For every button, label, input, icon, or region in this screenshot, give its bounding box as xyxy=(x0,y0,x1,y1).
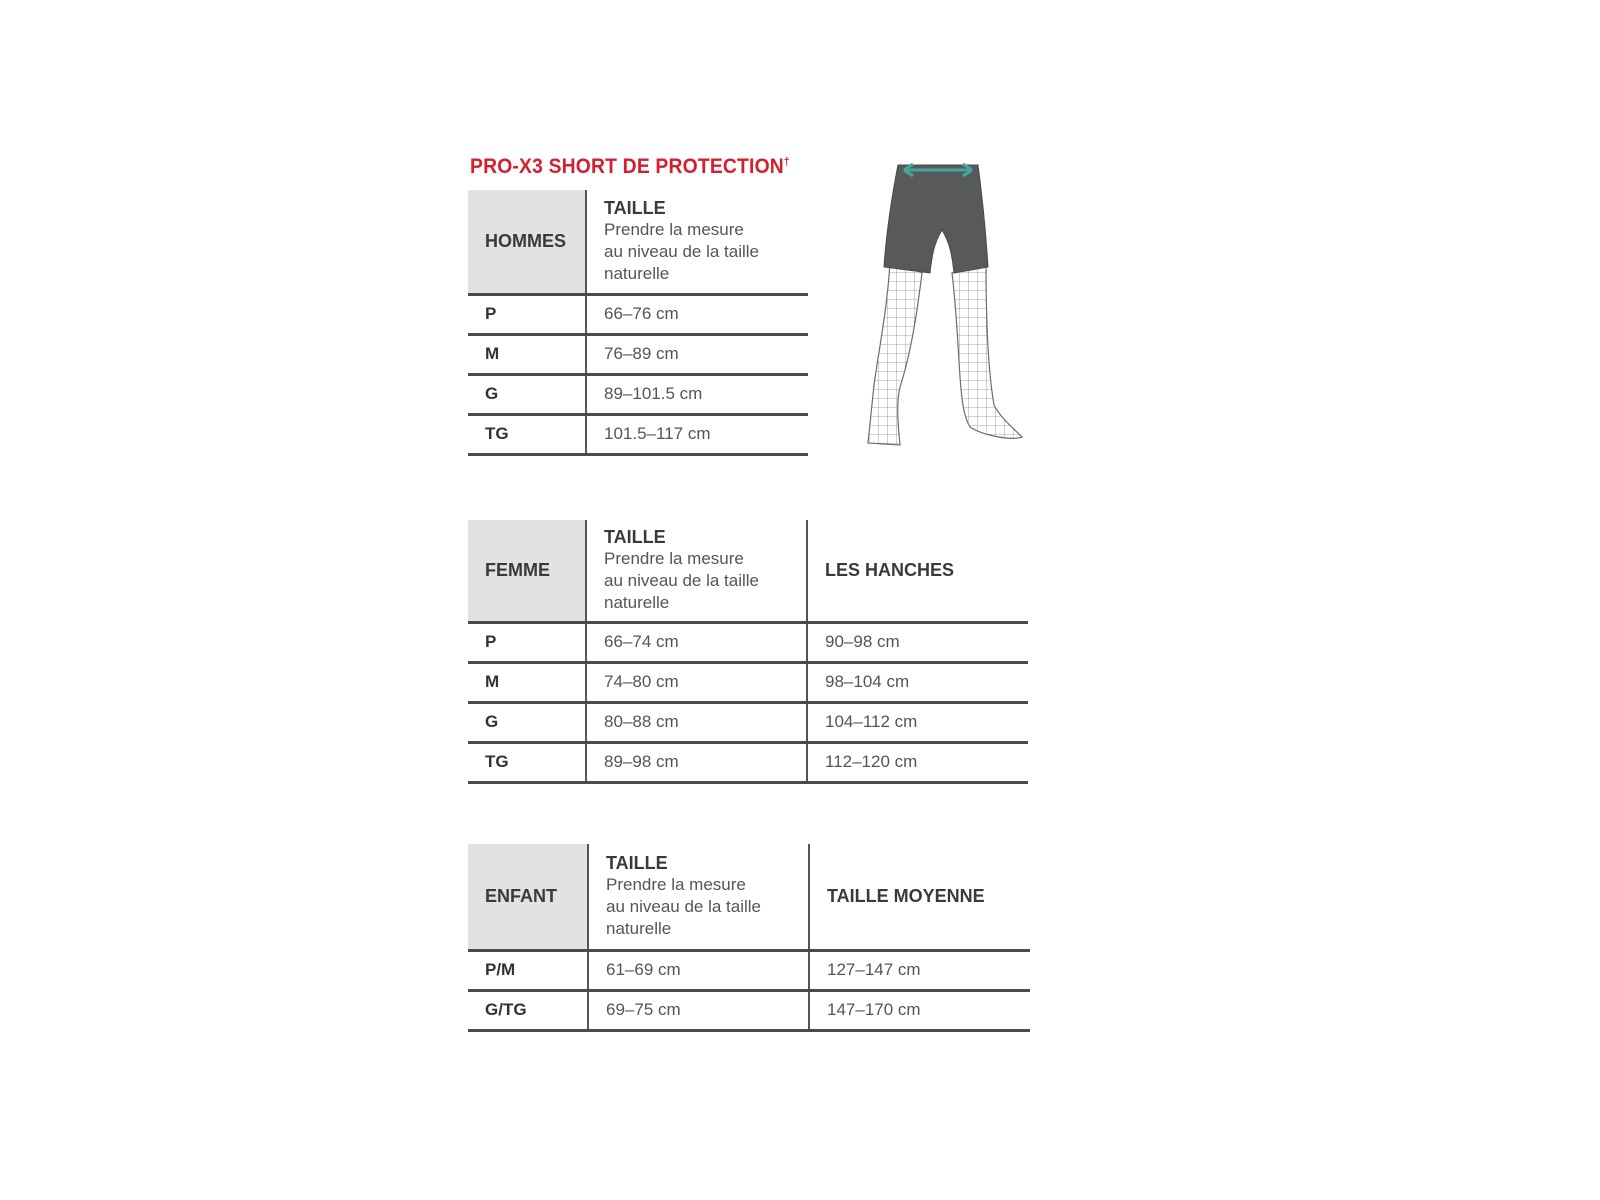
header-taille-note-2: au niveau de la taille xyxy=(604,242,760,262)
table-row xyxy=(468,950,1030,990)
header-taille xyxy=(586,190,808,294)
table-hommes xyxy=(468,190,808,456)
row-size: G xyxy=(468,702,586,742)
header-taille-note-1: Prendre la mesure xyxy=(606,875,746,895)
row-taille: 66–74 cm xyxy=(586,622,807,662)
row-size: M xyxy=(468,662,586,702)
table-enfant xyxy=(468,844,1030,1032)
header-taille-note-2: au niveau de la taille xyxy=(606,897,762,917)
row-taille: 101.5–117 cm xyxy=(586,414,808,454)
page-title xyxy=(470,155,790,179)
table-row xyxy=(468,742,1028,782)
header-taille-note-3: naturelle xyxy=(606,919,672,939)
row-taille: 61–69 cm xyxy=(588,950,809,990)
row-taille: 76–89 cm xyxy=(586,334,808,374)
header-taille-note-3: naturelle xyxy=(604,593,670,613)
header-les-hanches: LES HANCHES xyxy=(807,520,1028,622)
table-row xyxy=(468,334,808,374)
row-hanches: 90–98 cm xyxy=(807,622,1028,662)
row-taille-moyenne: 127–147 cm xyxy=(809,950,1030,990)
legs-wireframe-shorts-icon xyxy=(860,155,1060,460)
row-taille-moyenne: 147–170 cm xyxy=(809,990,1030,1030)
table-row xyxy=(468,374,808,414)
row-taille: 80–88 cm xyxy=(586,702,807,742)
header-group-hommes: HOMMES xyxy=(468,190,586,294)
row-taille: 74–80 cm xyxy=(586,662,807,702)
row-taille: 69–75 cm xyxy=(588,990,809,1030)
header-group-femme: FEMME xyxy=(468,520,586,622)
header-taille-title: TAILLE xyxy=(604,527,666,548)
table-row xyxy=(468,990,1030,1030)
header-taille-note-2: au niveau de la taille xyxy=(604,571,760,591)
row-size: P xyxy=(468,294,586,334)
row-taille: 89–98 cm xyxy=(586,742,807,782)
header-taille-title: TAILLE xyxy=(604,198,666,219)
row-hanches: 98–104 cm xyxy=(807,662,1028,702)
row-size: TG xyxy=(468,414,586,454)
table-row xyxy=(468,294,808,334)
row-taille: 89–101.5 cm xyxy=(586,374,808,414)
table-row xyxy=(468,622,1028,662)
header-taille-note-1: Prendre la mesure xyxy=(604,220,744,240)
table-row xyxy=(468,662,1028,702)
table-row xyxy=(468,702,1028,742)
row-size: P/M xyxy=(468,950,588,990)
title-text: PRO-X3 SHORT DE PROTECTION xyxy=(470,155,784,178)
row-taille: 66–76 cm xyxy=(586,294,808,334)
row-size: TG xyxy=(468,742,586,782)
header-taille-moyenne: TAILLE MOYENNE xyxy=(809,844,1030,950)
table-row xyxy=(468,414,808,454)
header-taille xyxy=(586,520,807,622)
title-mark: † xyxy=(783,156,790,168)
row-size: G/TG xyxy=(468,990,588,1030)
row-hanches: 112–120 cm xyxy=(807,742,1028,782)
header-taille-title: TAILLE xyxy=(606,853,668,874)
row-size: G xyxy=(468,374,586,414)
row-size: M xyxy=(468,334,586,374)
table-femme xyxy=(468,520,1028,784)
header-taille xyxy=(588,844,809,950)
row-hanches: 104–112 cm xyxy=(807,702,1028,742)
header-taille-note-1: Prendre la mesure xyxy=(604,549,744,569)
header-taille-note-3: naturelle xyxy=(604,264,670,284)
row-size: P xyxy=(468,622,586,662)
header-group-enfant: ENFANT xyxy=(468,844,588,950)
